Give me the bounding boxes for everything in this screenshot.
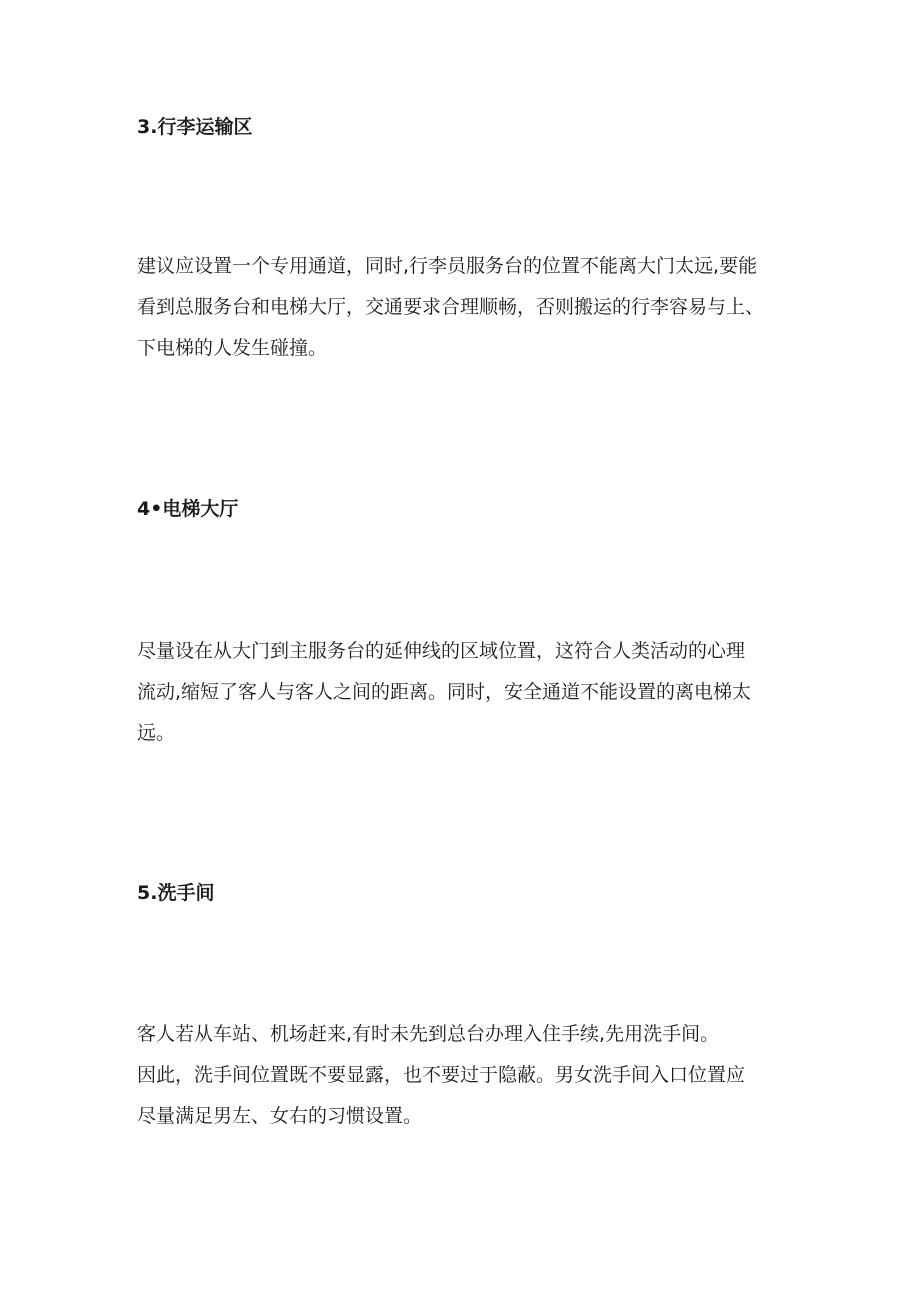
body-line: 尽量满足男左、女右的习惯设置。 bbox=[137, 1105, 423, 1127]
section-body-luggage-area bbox=[137, 246, 817, 369]
body-line: 尽量设在从大门到主服务台的延伸线的区域位置，这符合人类活动的心理 bbox=[137, 640, 746, 662]
section-heading-restroom: 5.洗手间 bbox=[137, 882, 215, 904]
body-line: 流动,缩短了客人与客人之间的距离。同时，安全通道不能设置的离电梯太 bbox=[137, 681, 752, 703]
body-line: 下电梯的人发生碰撞。 bbox=[137, 337, 328, 359]
body-line: 看到总服务台和电梯大厅，交通要求合理顺畅，否则搬运的行李容易与上、 bbox=[137, 296, 765, 318]
body-line: 远。 bbox=[137, 722, 176, 744]
body-line: 客人若从车站、机场赶来,有时未先到总台办理入住手续,先用洗手间。 bbox=[137, 1023, 720, 1045]
section-heading-luggage-area: 3.行李运输区 bbox=[137, 116, 253, 138]
section-body-elevator-hall bbox=[137, 631, 817, 754]
body-line: 建议应设置一个专用通道，同时,行李员服务台的位置不能离大门太远,要能 bbox=[137, 255, 758, 277]
section-body-restroom bbox=[137, 1014, 817, 1137]
section-heading-elevator-hall: 4•电梯大厅 bbox=[137, 498, 239, 520]
body-line: 因此，洗手间位置既不要显露，也不要过于隐蔽。男女洗手间入口位置应 bbox=[137, 1064, 746, 1086]
